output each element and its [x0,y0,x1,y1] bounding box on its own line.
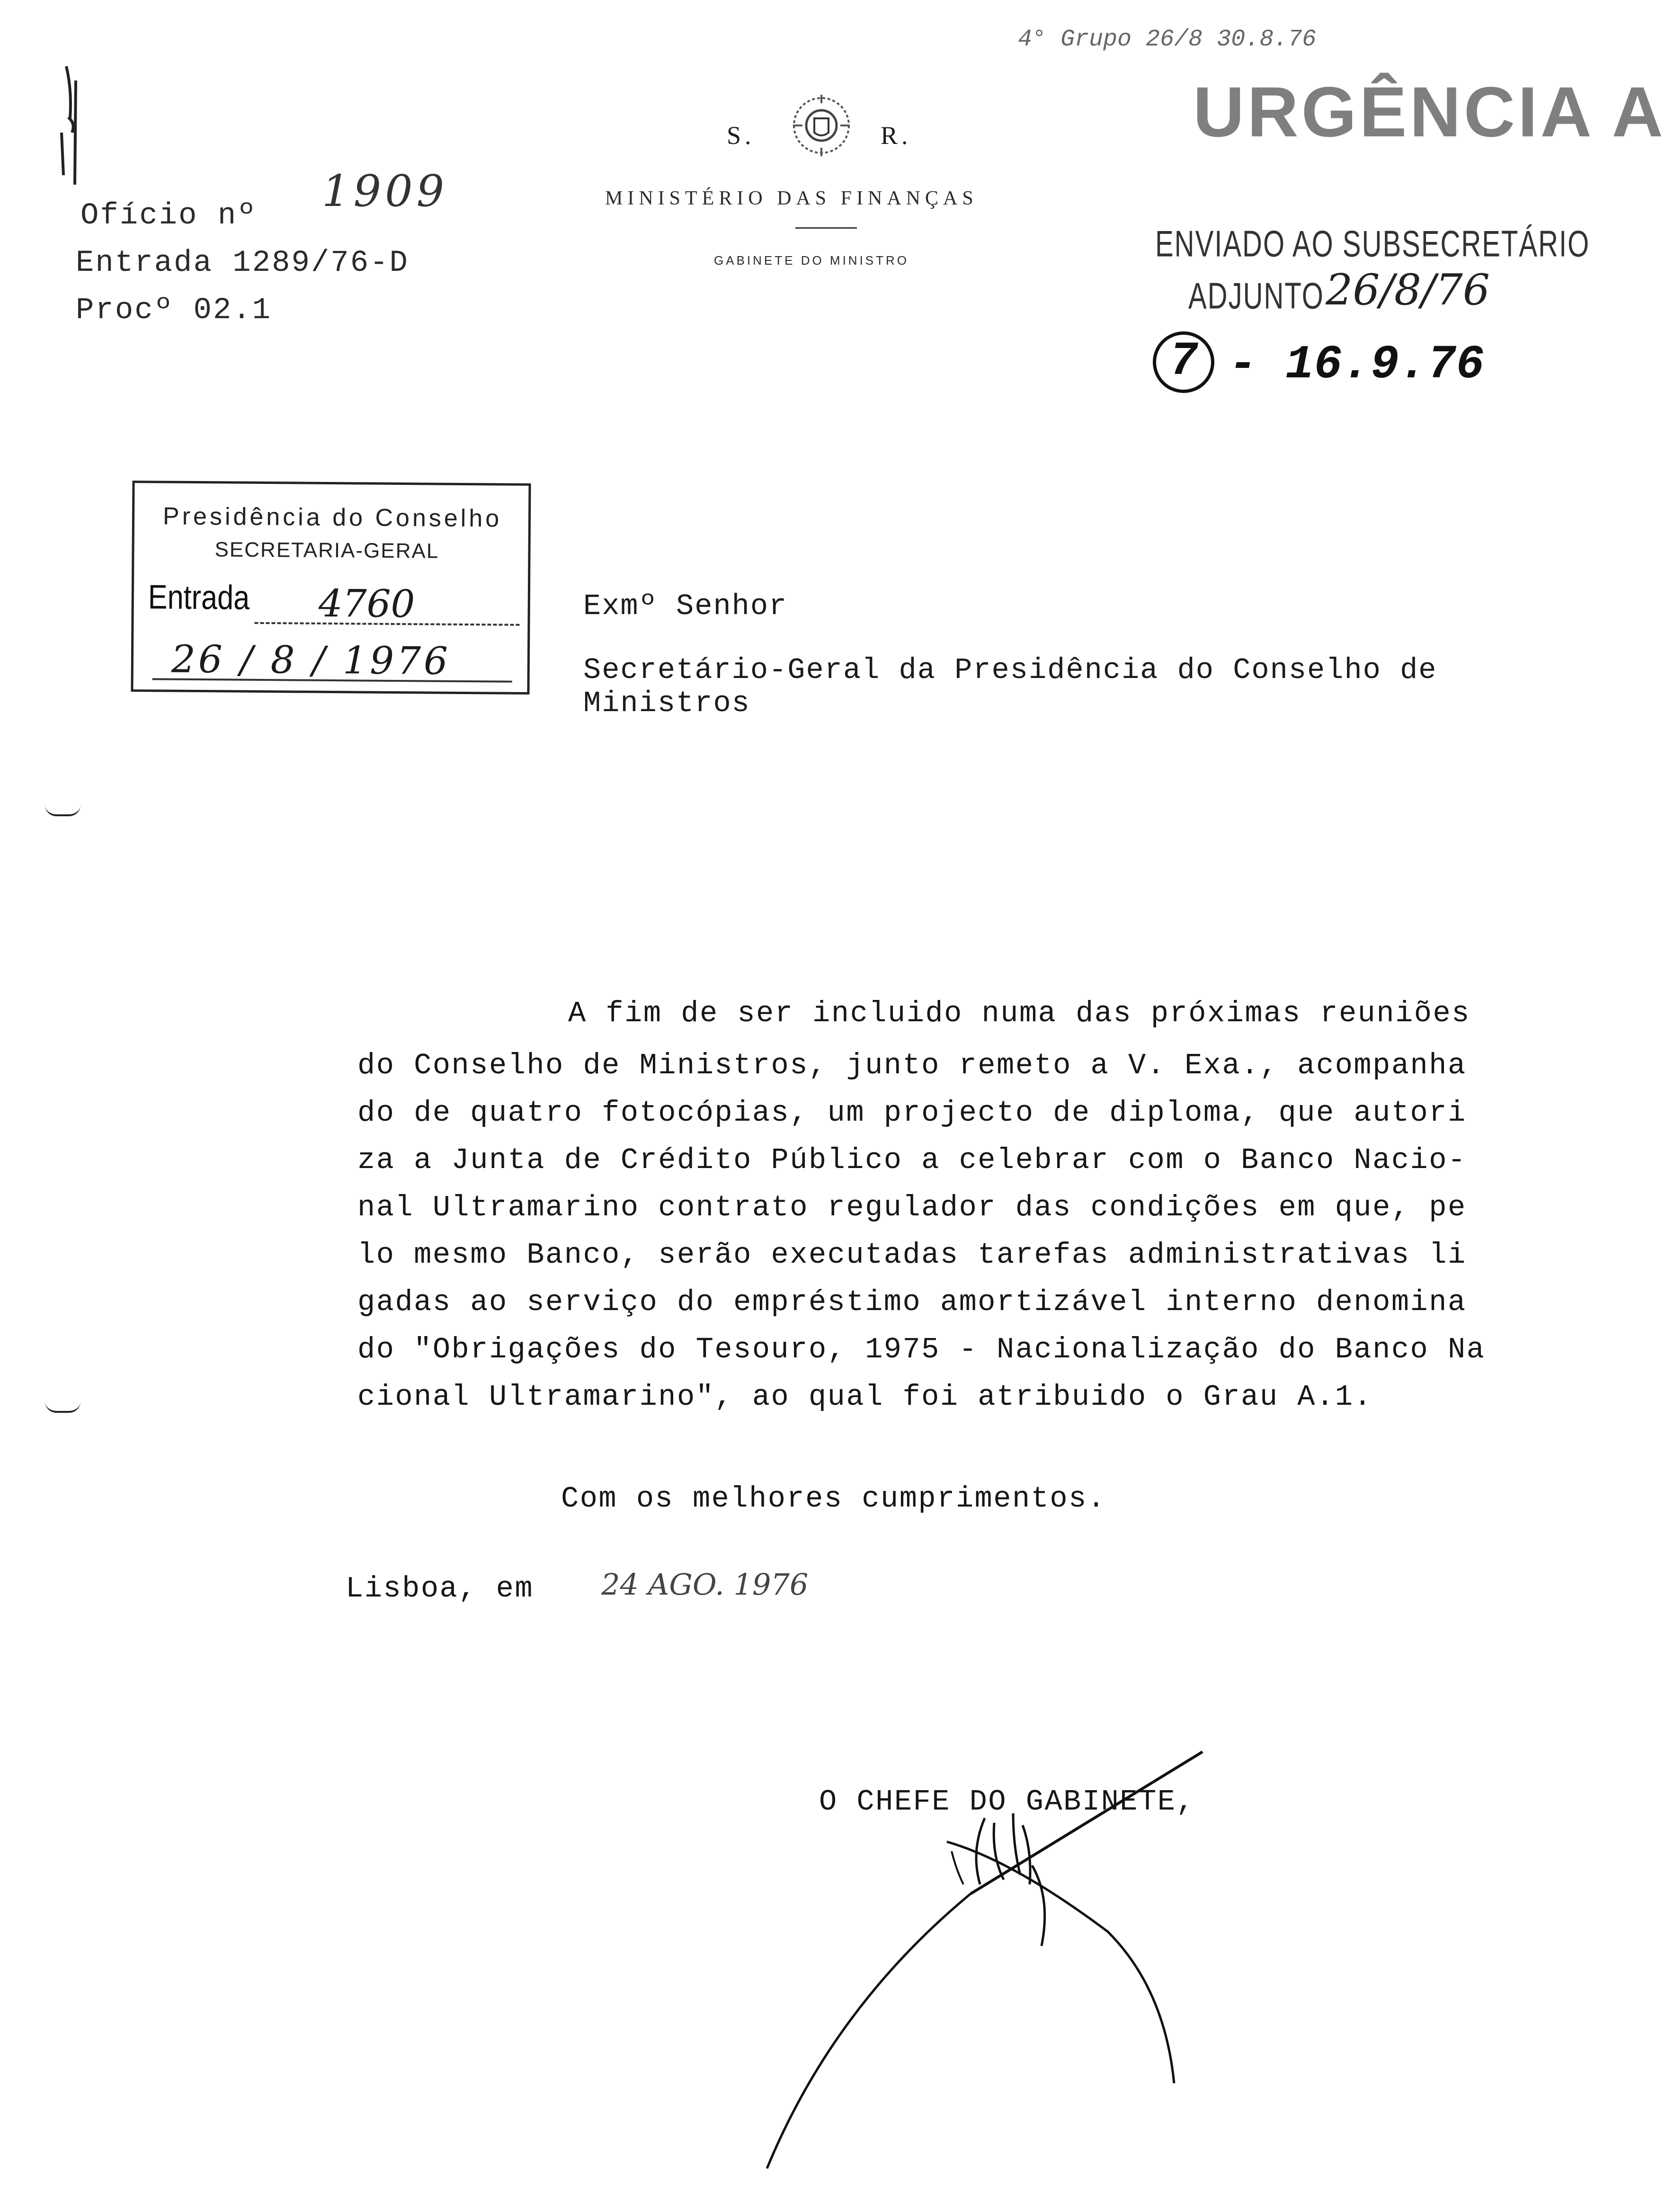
closing-line: Com os melhores cumprimentos. [561,1482,1106,1516]
margin-mark [45,1401,80,1413]
cabinet-name: GABINETE DO MINISTRO [714,253,909,268]
body-line: nal Ultramarino contrato regulador das condições em que, pe [357,1191,1467,1224]
body-line: cional Ultramarino", ao qual foi atribuido o Grau A.1. [357,1380,1373,1414]
body-line: za a Junta de Crédito Público a celebrar com o Banco Nacio- [357,1143,1467,1177]
circled-number: 7 [1169,335,1198,389]
signatory-title: O CHEFE DO GABINETE, [819,1785,1195,1819]
classification-stamp: URGÊNCIA A [1193,72,1666,152]
enviado-line-2: ADJUNTO [1188,275,1324,317]
registry-line-1: Presidência do Conselho [162,502,502,533]
addressee-salutation: Exmº Senhor [583,589,788,623]
body-line: lo mesmo Banco, serão executadas tarefas administrativas li [357,1238,1467,1272]
body-line: do Conselho de Ministros, junto remeto a V. Exa., acompanha [357,1049,1467,1082]
registry-stamp [131,481,531,695]
registry-date: 26 / 8 / 1976 [171,637,451,683]
body-line: do "Obrigações do Tesouro, 1975 - Nacionalização do Banco Na [357,1333,1486,1366]
enviado-line-1: ENVIADO AO SUBSECRETÁRIO [1155,223,1590,265]
body-line: A fim de ser incluido numa das próximas reuniões [568,997,1470,1030]
letterhead-r: R. [881,121,912,150]
addressee-title: Secretário-Geral da Presidência do Conselho de [583,653,1437,687]
handwritten-top-note: 4° Grupo 26/8 30.8.76 [1018,26,1317,53]
margin-mark [45,805,80,816]
date-stamp: 24 AGO. 1976 [601,1567,809,1602]
enviado-date: 26/8/76 [1326,265,1490,315]
letterhead-rule [795,227,857,229]
registry-entrada-number: 4760 [318,581,415,626]
oficio-label: Ofício nº [80,199,257,233]
oficio-number: 1909 [322,166,448,216]
registry-line-2: SECRETARIA-GERAL [214,538,439,563]
letterhead-s: S. [727,121,755,150]
entrada-ref: Entrada 1289/76-D [76,246,409,280]
coat-of-arms-icon [776,85,866,168]
place-line: Lisboa, em [346,1572,534,1605]
circled-number-badge [1153,331,1214,393]
hand-date: - 16.9.76 [1229,339,1485,392]
body-line: do de quatro fotocópias, um projecto de diploma, que autori [357,1096,1467,1130]
margin-mark [47,62,104,196]
registry-entrada-label: Entrada [148,578,250,617]
body-line: gadas ao serviço do empréstimo amortizável interno denomina [357,1285,1467,1319]
ministry-name: MINISTÉRIO DAS FINANÇAS [605,187,978,209]
signature-mark [748,1742,1221,2209]
addressee-title-cont: Ministros [583,687,750,720]
processo-ref: Procº 02.1 [76,294,272,328]
